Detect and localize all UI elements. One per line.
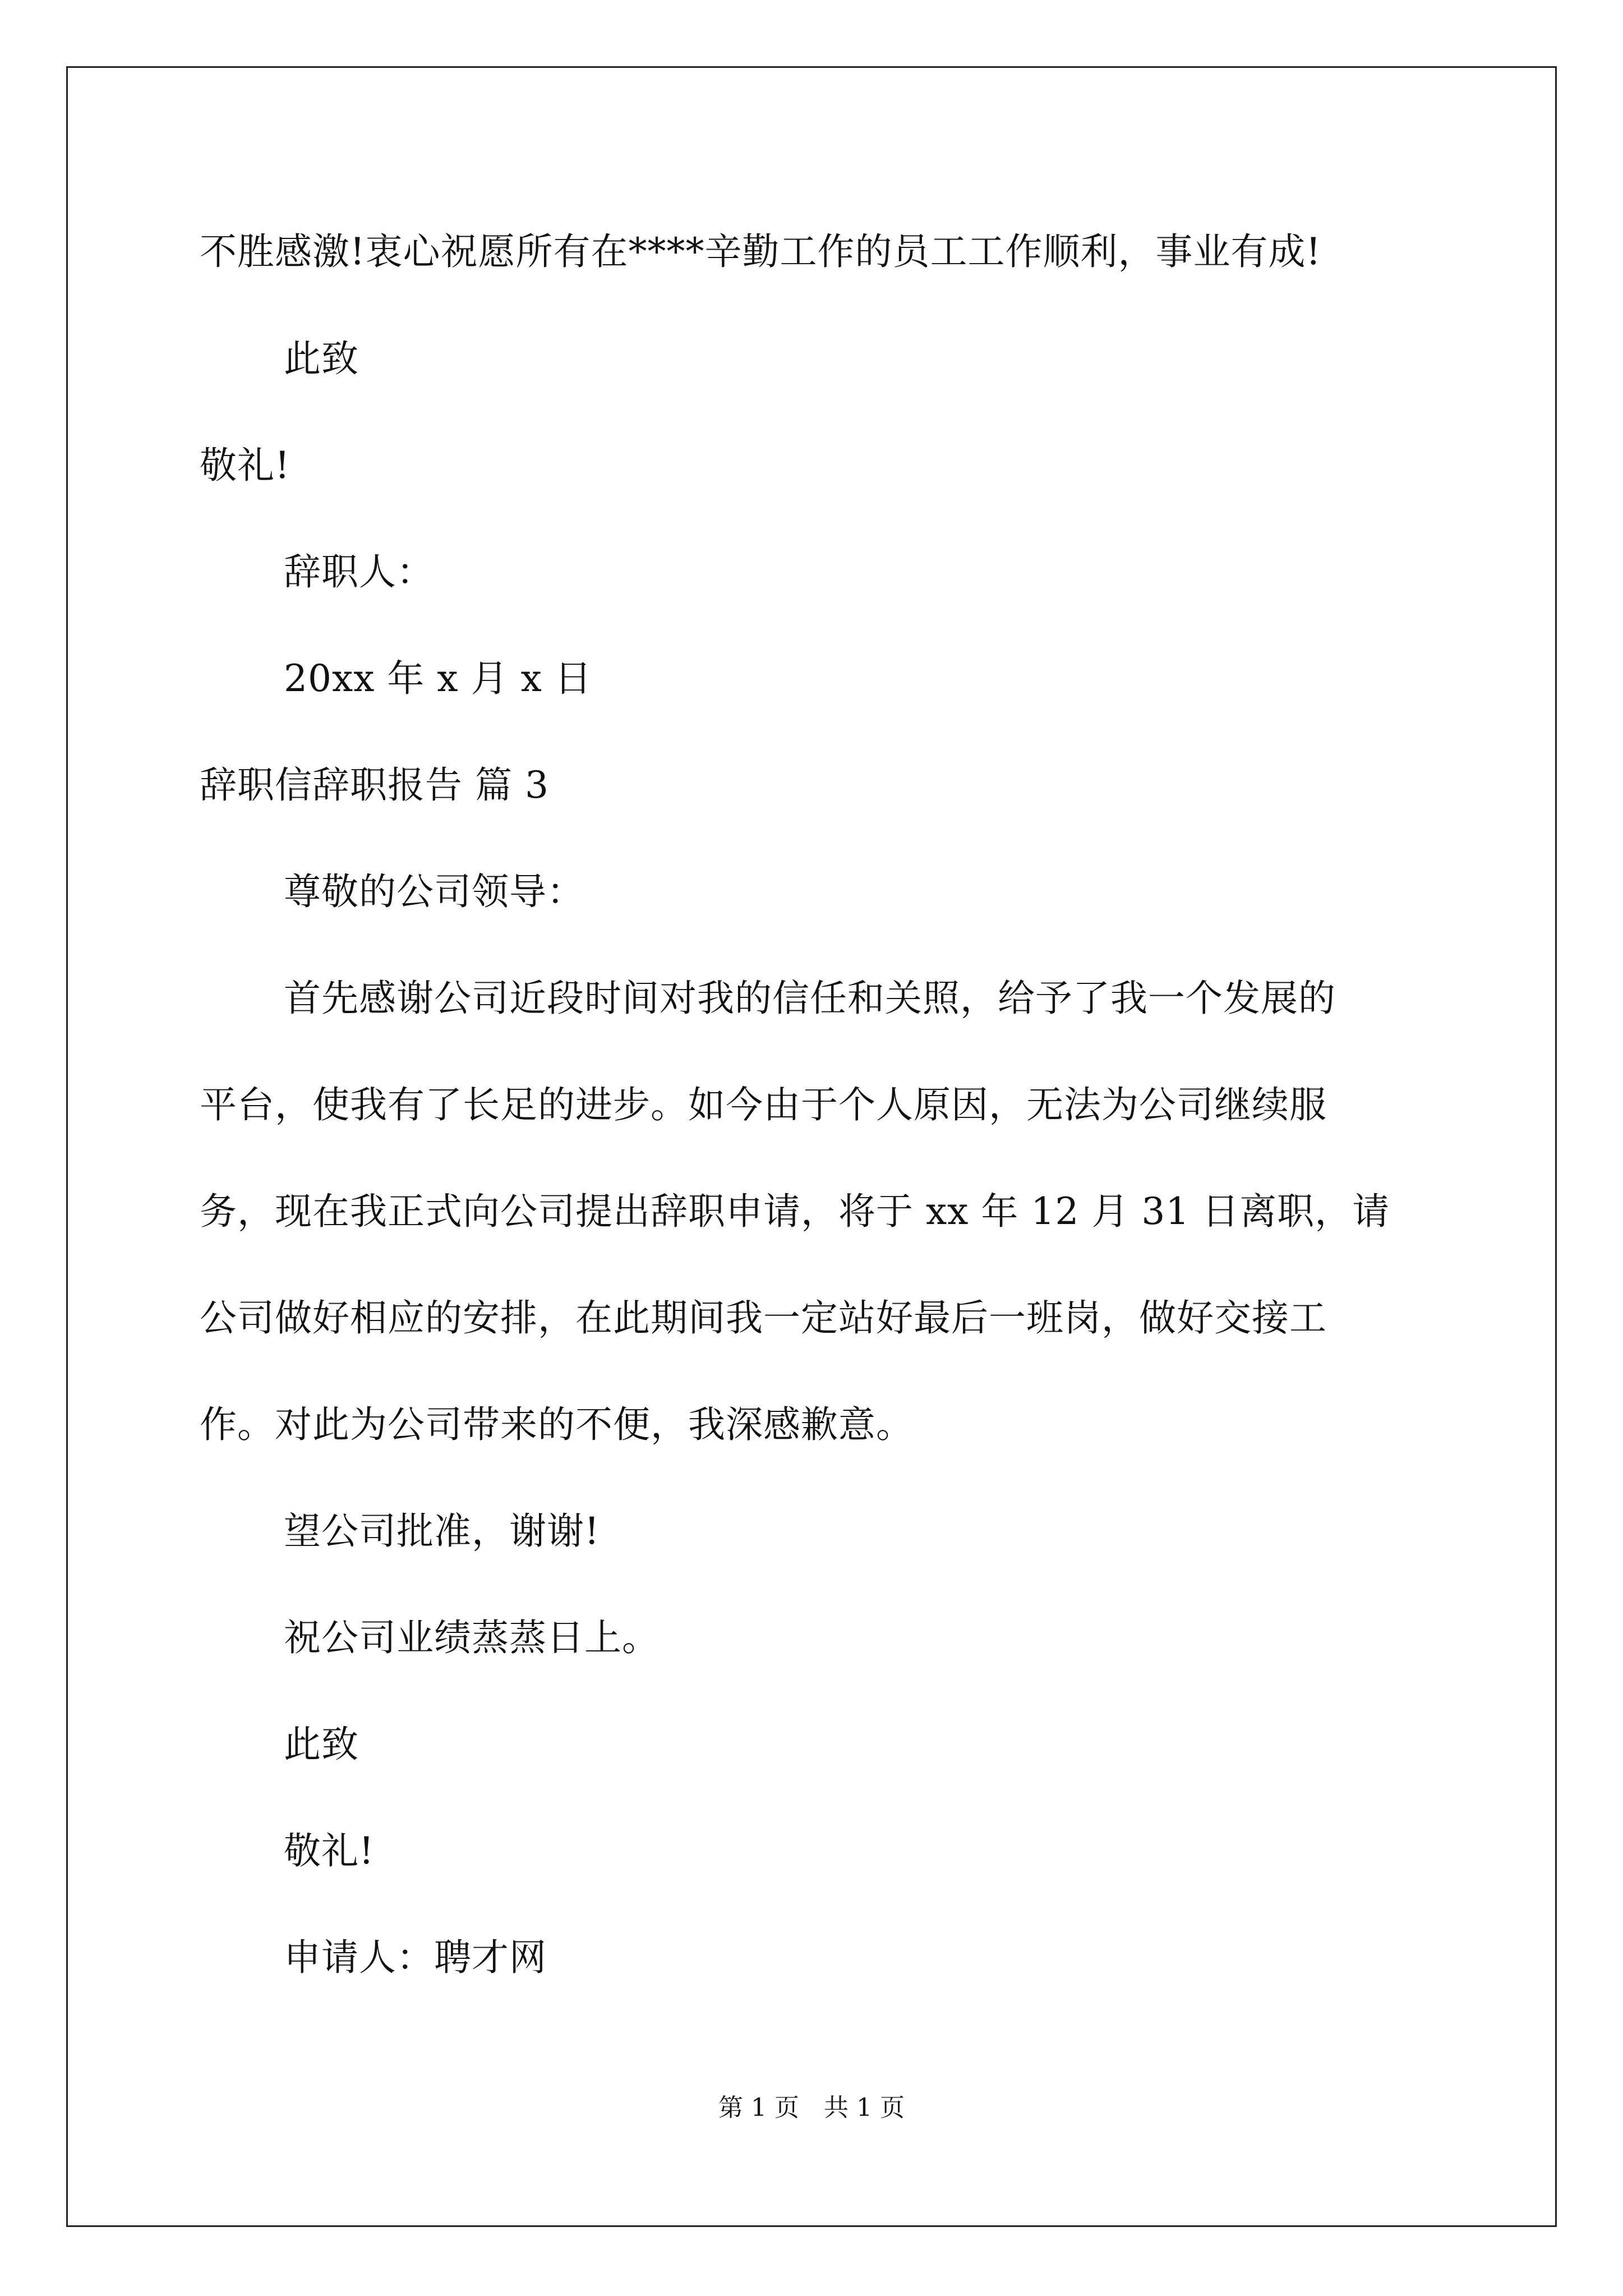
text-line-salutation: 此致	[284, 337, 359, 380]
text-line-closing-wish: 不胜感激!衷心祝愿所有在****辛勤工作的员工工作顺利，事业有成!	[200, 230, 1322, 273]
text-line-paragraph: 首先感谢公司近段时间对我的信任和关照，给予了我一个发展的	[284, 977, 1336, 1020]
text-line-salutation: 此致	[284, 1723, 359, 1766]
text-line-regards: 敬礼!	[284, 1829, 375, 1872]
text-line-paragraph: 作。对此为公司带来的不便，我深感歉意。	[200, 1403, 914, 1446]
text-line-paragraph: 公司做好相应的安排，在此期间我一定站好最后一班岗，做好交接工	[200, 1296, 1327, 1340]
text-line-date: 20xx 年 x 月 x 日	[284, 657, 592, 700]
text-line-paragraph: 平台，使我有了长足的进步。如今由于个人原因，无法为公司继续服	[200, 1083, 1327, 1126]
text-line-applicant: 申请人：聘才网	[284, 1936, 547, 1979]
text-line-greeting: 尊敬的公司领导：	[284, 870, 584, 913]
page-footer: 第 1 页 共 1 页	[718, 2093, 905, 2122]
text-line-wish: 祝公司业绩蒸蒸日上。	[284, 1616, 660, 1659]
text-line-resigner: 辞职人：	[284, 550, 434, 593]
text-line-regards: 敬礼!	[200, 444, 291, 487]
text-line-request: 望公司批准，谢谢!	[284, 1510, 600, 1553]
page-border	[66, 66, 1557, 2227]
text-line-paragraph: 务，现在我正式向公司提出辞职申请，将于 xx 年 12 月 31 日离职，请	[200, 1190, 1390, 1233]
section-heading: 辞职信辞职报告 篇 3	[200, 763, 549, 807]
